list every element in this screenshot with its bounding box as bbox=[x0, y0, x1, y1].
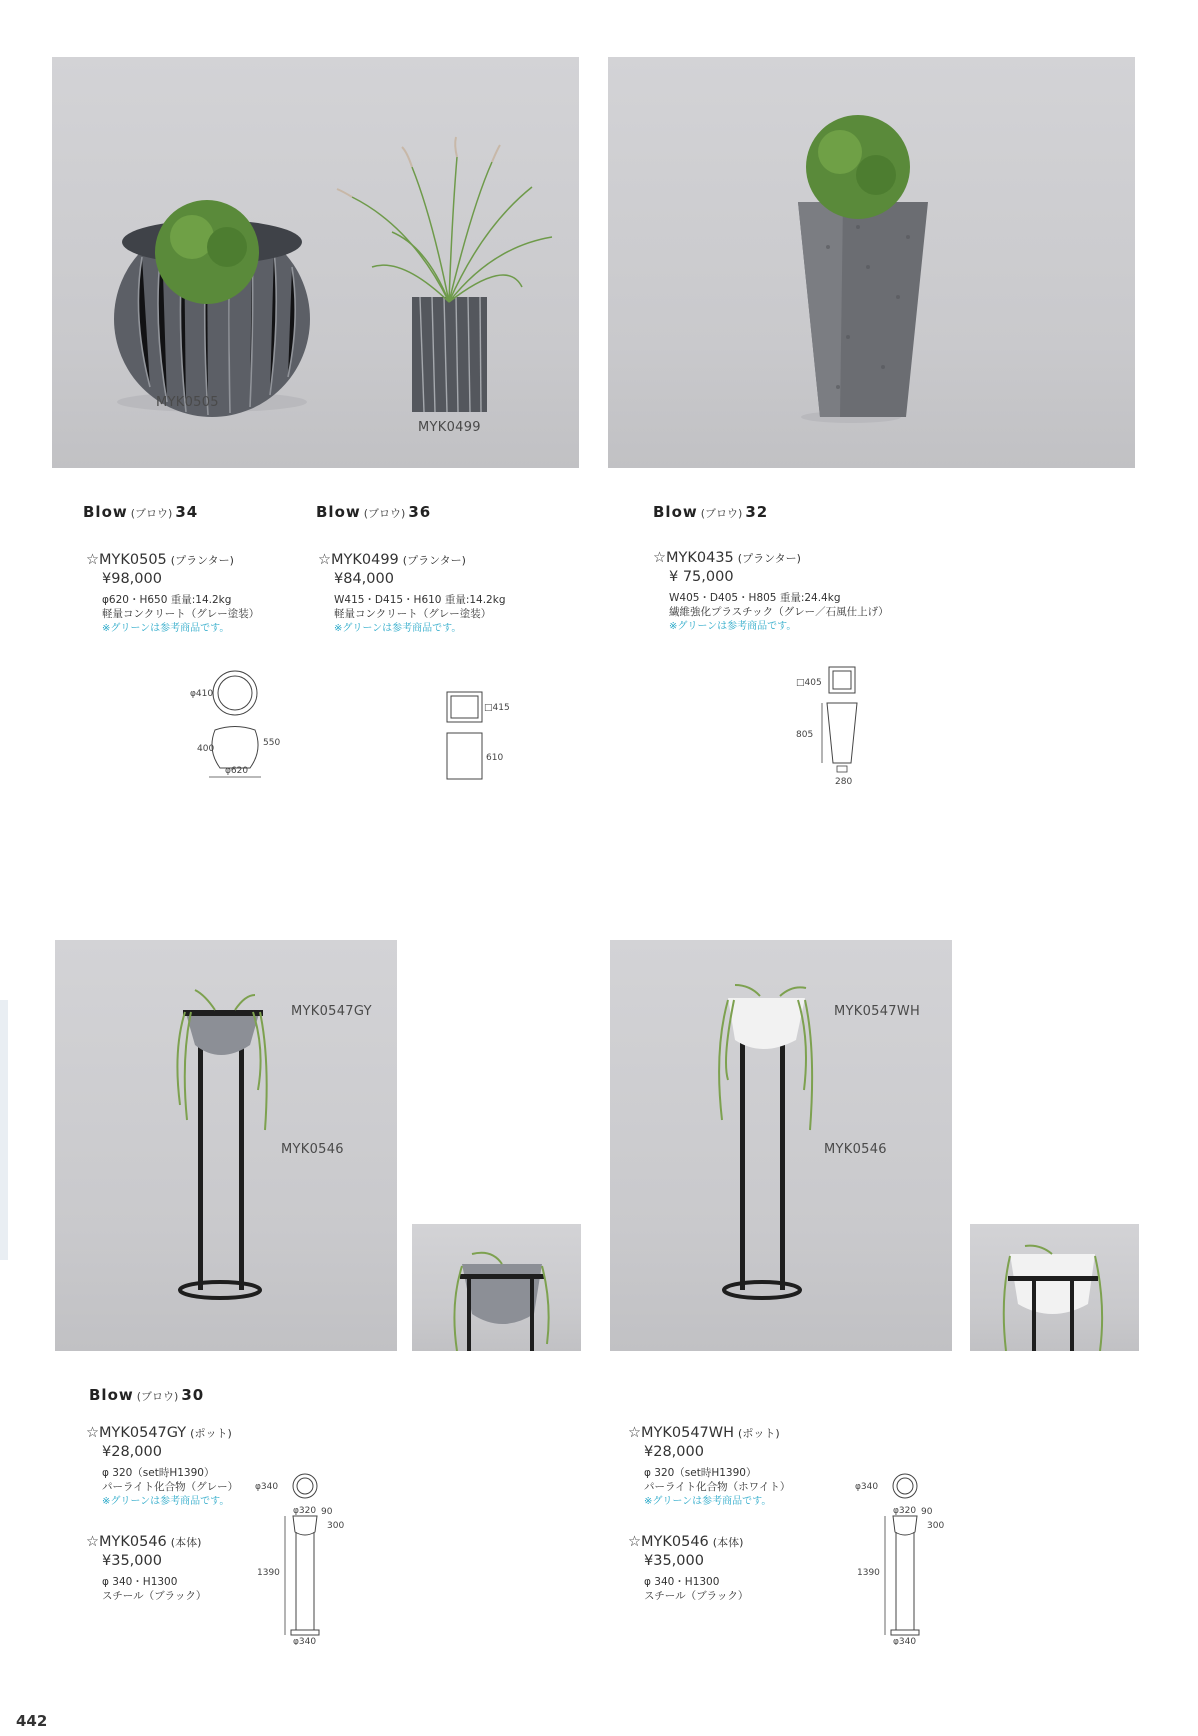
series-heading bbox=[83, 503, 198, 521]
dim-label: □405 bbox=[796, 678, 822, 688]
product-type: (ポット) bbox=[738, 1427, 780, 1440]
photo-label: MYK0499 bbox=[418, 420, 481, 435]
product-price: ¥ 75,000 bbox=[669, 568, 734, 585]
product-spec: φ620・H650 重量:14.2kg bbox=[102, 593, 232, 606]
series-heading bbox=[316, 503, 431, 521]
dim-label: φ340 bbox=[855, 1482, 879, 1492]
series-name: Blow bbox=[653, 503, 698, 521]
product-entry bbox=[86, 1424, 238, 1509]
dim-label: 1390 bbox=[257, 1568, 280, 1578]
dim-label: φ340 bbox=[893, 1637, 917, 1645]
series-heading bbox=[653, 503, 768, 521]
product-detail-photo-gy bbox=[412, 1224, 581, 1351]
product-note: ※グリーンは参考商品です。 bbox=[102, 1496, 230, 1507]
product-price: ¥98,000 bbox=[102, 570, 162, 587]
dim-label: 280 bbox=[835, 777, 853, 787]
product-code: ☆MYK0499 bbox=[318, 552, 399, 568]
product-photo-myk0547gy bbox=[55, 940, 397, 1351]
photo-label: MYK0547WH bbox=[834, 1004, 921, 1019]
side-tab-strip bbox=[0, 1000, 8, 1260]
product-code: ☆MYK0546 bbox=[86, 1534, 167, 1550]
product-note: ※グリーンは参考商品です。 bbox=[102, 623, 230, 634]
product-photo-myk0435 bbox=[608, 57, 1135, 468]
stand-illustration bbox=[610, 940, 952, 1351]
product-photo-myk0505-myk0499 bbox=[52, 57, 579, 468]
dim-label: 300 bbox=[927, 1521, 945, 1531]
product-material: パーライト化合物（グレー） bbox=[102, 1481, 239, 1494]
series-kana: (ブロウ) bbox=[363, 507, 406, 520]
photo-label: MYK0505 bbox=[156, 395, 219, 410]
product-photo-myk0547wh bbox=[610, 940, 952, 1351]
dim-label: □415 bbox=[484, 703, 510, 713]
series-kana: (ブロウ) bbox=[136, 1390, 179, 1403]
planters-illustration bbox=[52, 57, 579, 468]
product-entry bbox=[628, 1424, 790, 1509]
page-number: 442 bbox=[16, 1712, 48, 1730]
product-spec: φ 340・H1300 bbox=[102, 1575, 178, 1588]
dimension-diagram-myk0546-gy bbox=[255, 1470, 355, 1645]
dim-label: 400 bbox=[197, 744, 215, 754]
photo-label: MYK0546 bbox=[281, 1142, 344, 1157]
product-spec: W405・D405・H805 重量:24.4kg bbox=[669, 591, 841, 604]
series-kana: (ブロウ) bbox=[130, 507, 173, 520]
series-number: 32 bbox=[745, 503, 769, 521]
product-code: ☆MYK0546 bbox=[628, 1534, 709, 1550]
series-kana: (ブロウ) bbox=[700, 507, 743, 520]
product-price: ¥35,000 bbox=[102, 1552, 162, 1569]
dim-label: 550 bbox=[263, 738, 281, 748]
product-code: ☆MYK0505 bbox=[86, 552, 167, 568]
stand-illustration bbox=[55, 940, 397, 1351]
dim-label: 805 bbox=[796, 730, 814, 740]
product-price: ¥35,000 bbox=[644, 1552, 704, 1569]
product-code: ☆MYK0547WH bbox=[628, 1425, 735, 1441]
product-material: 軽量コンクリート（グレー塗装） bbox=[334, 608, 492, 621]
product-code: ☆MYK0547GY bbox=[86, 1425, 187, 1441]
dim-label: 1390 bbox=[857, 1568, 880, 1578]
pot-closeup-illustration bbox=[970, 1224, 1139, 1351]
product-code: ☆MYK0435 bbox=[653, 550, 734, 566]
product-type: (本体) bbox=[170, 1536, 202, 1549]
product-material: スチール（ブラック） bbox=[644, 1590, 749, 1603]
dimension-diagram-myk0505 bbox=[185, 665, 285, 780]
product-note: ※グリーンは参考商品です。 bbox=[334, 623, 462, 634]
series-name: Blow bbox=[89, 1386, 134, 1404]
product-entry bbox=[628, 1533, 748, 1604]
dim-label: φ410 bbox=[190, 689, 214, 699]
product-material: スチール（ブラック） bbox=[102, 1590, 207, 1603]
product-material: 軽量コンクリート（グレー塗装） bbox=[102, 608, 260, 621]
dim-label: φ320 bbox=[293, 1506, 317, 1516]
dim-label: 610 bbox=[486, 753, 504, 763]
product-price: ¥84,000 bbox=[334, 570, 394, 587]
dimension-diagram-myk0435 bbox=[795, 663, 885, 788]
series-heading bbox=[89, 1386, 204, 1404]
series-number: 36 bbox=[408, 503, 432, 521]
dim-label: φ340 bbox=[255, 1482, 279, 1492]
photo-label: MYK0547GY bbox=[291, 1004, 372, 1019]
series-name: Blow bbox=[83, 503, 128, 521]
product-entry bbox=[653, 549, 889, 634]
pot-closeup-illustration bbox=[412, 1224, 581, 1351]
product-type: (本体) bbox=[712, 1536, 744, 1549]
product-spec: φ 320（set時H1390） bbox=[644, 1466, 757, 1479]
product-price: ¥28,000 bbox=[102, 1443, 162, 1460]
product-type: (プランター) bbox=[170, 554, 234, 567]
dim-label: 90 bbox=[321, 1507, 333, 1517]
dim-label: φ320 bbox=[893, 1506, 917, 1516]
product-material: 繊維強化プラスチック（グレー／石風仕上げ） bbox=[669, 606, 889, 619]
series-number: 34 bbox=[175, 503, 199, 521]
product-entry bbox=[318, 551, 506, 636]
dimension-diagram-myk0499 bbox=[440, 688, 520, 783]
product-type: (プランター) bbox=[737, 552, 801, 565]
product-spec: W415・D415・H610 重量:14.2kg bbox=[334, 593, 506, 606]
series-name: Blow bbox=[316, 503, 361, 521]
product-entry bbox=[86, 1533, 206, 1604]
photo-label: MYK0546 bbox=[824, 1142, 887, 1157]
tall-planter-illustration bbox=[608, 57, 1135, 468]
dim-label: 300 bbox=[327, 1521, 345, 1531]
product-note: ※グリーンは参考商品です。 bbox=[669, 621, 797, 632]
dimension-diagram-myk0546-wh bbox=[855, 1470, 955, 1645]
product-type: (ポット) bbox=[190, 1427, 232, 1440]
series-number: 30 bbox=[181, 1386, 205, 1404]
product-price: ¥28,000 bbox=[644, 1443, 704, 1460]
product-spec: φ 320（set時H1390） bbox=[102, 1466, 215, 1479]
product-note: ※グリーンは参考商品です。 bbox=[644, 1496, 772, 1507]
product-material: パーライト化合物（ホワイト） bbox=[644, 1481, 791, 1494]
dim-label: φ620 bbox=[225, 766, 249, 776]
dim-label: φ340 bbox=[293, 1637, 317, 1645]
product-spec: φ 340・H1300 bbox=[644, 1575, 720, 1588]
product-detail-photo-wh bbox=[970, 1224, 1139, 1351]
product-entry bbox=[86, 551, 259, 636]
product-type: (プランター) bbox=[402, 554, 466, 567]
dim-label: 90 bbox=[921, 1507, 933, 1517]
